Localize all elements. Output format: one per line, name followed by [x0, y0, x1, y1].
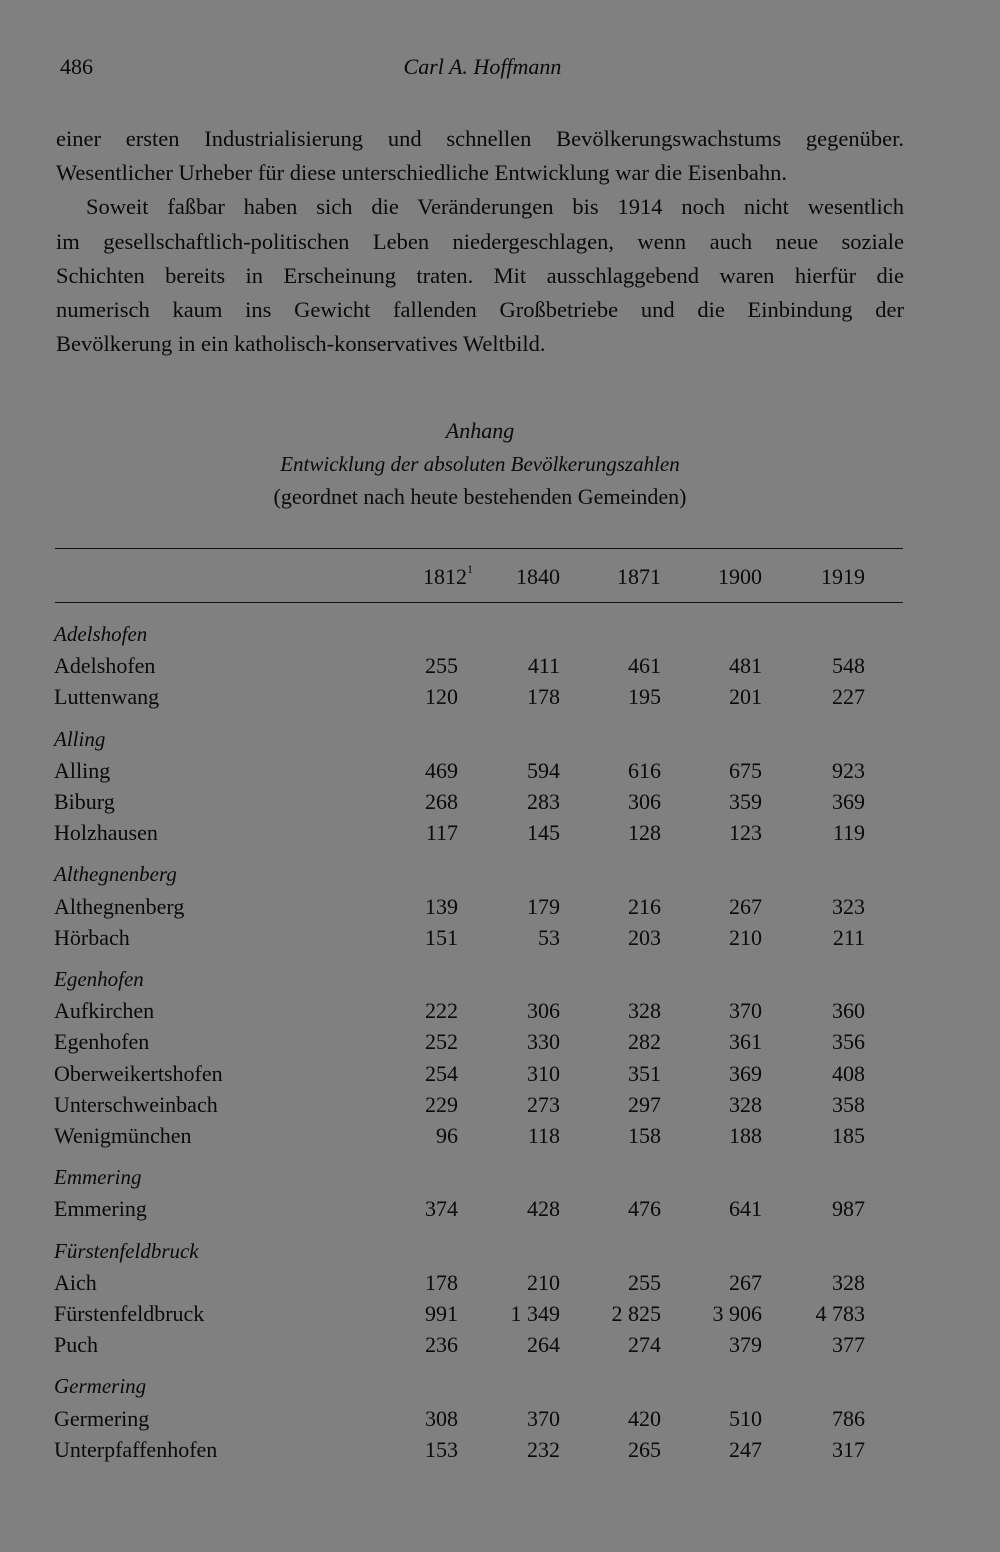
municipality-name: Germering	[54, 1405, 150, 1431]
population-value: 991	[425, 1301, 458, 1326]
population-value: 210	[729, 924, 762, 950]
population-value: 216	[628, 893, 661, 919]
population-value: 374	[425, 1196, 458, 1222]
appendix-note: (geordnet nach heute bestehenden Gemeinden)	[273, 484, 687, 509]
population-value: 356	[832, 1029, 865, 1055]
municipality-name: Althegnenberg	[54, 893, 185, 919]
appendix-title: Anhang	[445, 418, 515, 443]
population-value: 330	[527, 1029, 560, 1055]
population-value: 328	[729, 1091, 762, 1117]
municipality-name: Fürstenfeldbruck	[54, 1301, 205, 1326]
population-value: 548	[832, 653, 865, 679]
population-value: 3 906	[712, 1301, 762, 1326]
table-row	[0, 1301, 1000, 1331]
population-value: 510	[729, 1405, 762, 1431]
population-value: 310	[527, 1060, 560, 1086]
population-value: 153	[425, 1436, 458, 1462]
group-heading: Alling	[54, 726, 106, 751]
population-value: 2 825	[611, 1301, 661, 1326]
table-row	[0, 1332, 1000, 1362]
table-row	[0, 789, 1000, 819]
population-value: 188	[729, 1123, 762, 1148]
population-value: 247	[729, 1436, 762, 1462]
population-value: 195	[628, 684, 661, 710]
population-value: 264	[527, 1332, 560, 1358]
population-value: 469	[425, 757, 458, 783]
table-header-rule	[55, 602, 903, 603]
page-number: 486	[60, 54, 93, 79]
table-row	[0, 1029, 1000, 1059]
page-header	[60, 54, 905, 84]
group-heading: Fürstenfeldbruck	[54, 1238, 199, 1263]
appendix-subtitle: Entwicklung der absoluten Bevölkerungszahlen	[280, 452, 680, 476]
municipality-name: Egenhofen	[54, 1029, 150, 1055]
population-value: 476	[628, 1196, 661, 1222]
table-row	[0, 820, 1000, 850]
population-value: 268	[425, 789, 458, 814]
table-row	[0, 894, 1000, 924]
population-value: 428	[527, 1196, 560, 1222]
municipality-name: Adelshofen	[54, 653, 156, 679]
table-row	[0, 1437, 1000, 1467]
table-row	[0, 1270, 1000, 1300]
paragraph-line: numerisch kaum ins Gewicht fallenden Großbetriebe und die Einbindung der	[56, 297, 904, 323]
population-value: 297	[628, 1091, 661, 1117]
population-value: 119	[832, 820, 865, 846]
population-value: 377	[832, 1332, 865, 1358]
population-value: 4 783	[815, 1301, 865, 1326]
municipality-name: Emmering	[54, 1196, 147, 1222]
population-value: 328	[628, 998, 661, 1024]
population-value: 158	[628, 1123, 661, 1148]
population-value: 786	[832, 1405, 865, 1431]
population-value: 323	[832, 893, 865, 919]
population-value: 123	[729, 820, 762, 846]
population-value: 96	[436, 1123, 458, 1148]
population-value: 923	[832, 757, 865, 783]
group-heading: Egenhofen	[54, 967, 144, 991]
municipality-name: Biburg	[54, 789, 115, 814]
group-heading: Emmering	[54, 1165, 142, 1190]
population-value: 139	[425, 893, 458, 919]
population-value: 675	[729, 757, 762, 783]
column-header: 1840	[516, 564, 560, 589]
table-top-rule	[55, 548, 903, 549]
population-value: 273	[527, 1091, 560, 1117]
table-row	[0, 1123, 1000, 1153]
municipality-name: Aufkirchen	[54, 998, 155, 1024]
municipality-name: Unterschweinbach	[54, 1091, 218, 1117]
population-value: 306	[527, 998, 560, 1024]
population-value: 229	[425, 1091, 458, 1117]
paragraph-line: Bevölkerung in ein katholisch-konservatives Weltbild.	[56, 331, 546, 357]
population-value: 236	[425, 1332, 458, 1358]
population-value: 178	[425, 1269, 458, 1295]
population-value: 117	[425, 820, 458, 846]
population-value: 370	[729, 998, 762, 1024]
municipality-name: Hörbach	[54, 924, 130, 950]
population-value: 252	[425, 1029, 458, 1055]
paragraph-line: Soweit faßbar haben sich die Veränderungen bis 1914 noch nicht wesentlich	[86, 194, 904, 220]
population-value: 211	[832, 924, 865, 950]
population-value: 360	[832, 998, 865, 1024]
population-value: 120	[425, 684, 458, 710]
population-value: 358	[832, 1091, 865, 1117]
population-value: 351	[628, 1060, 661, 1086]
column-header: 1919	[821, 564, 865, 589]
population-value: 128	[628, 820, 661, 846]
group-heading: Germering	[54, 1374, 147, 1399]
population-value: 255	[628, 1269, 661, 1295]
population-value: 306	[628, 789, 661, 814]
population-value: 227	[832, 684, 865, 710]
table-row	[0, 1406, 1000, 1436]
population-value: 185	[832, 1123, 865, 1148]
table-row	[0, 653, 1000, 683]
table-row	[0, 684, 1000, 714]
population-value: 151	[425, 924, 458, 950]
running-head: Carl A. Hoffmann	[403, 54, 562, 79]
population-value: 370	[527, 1405, 560, 1431]
population-value: 265	[628, 1436, 661, 1462]
group-heading: Althegnenberg	[54, 862, 177, 887]
body-paragraph	[56, 122, 904, 361]
column-header: 1900	[718, 564, 762, 589]
population-value: 369	[729, 1060, 762, 1086]
population-value: 232	[527, 1436, 560, 1462]
population-value: 203	[628, 924, 661, 950]
population-value: 267	[729, 893, 762, 919]
population-value: 179	[527, 893, 560, 919]
population-value: 359	[729, 789, 762, 814]
population-value: 282	[628, 1029, 661, 1055]
municipality-name: Unterpfaffenhofen	[54, 1436, 218, 1462]
municipality-name: Alling	[54, 757, 111, 783]
population-value: 178	[527, 684, 560, 710]
group-heading: Adelshofen	[54, 622, 148, 646]
population-value: 308	[425, 1405, 458, 1431]
population-value: 274	[628, 1332, 661, 1358]
column-header: 1871	[617, 564, 661, 589]
municipality-name: Puch	[54, 1332, 98, 1358]
municipality-name: Luttenwang	[54, 684, 160, 710]
population-value: 1 349	[510, 1301, 560, 1326]
population-value: 283	[527, 789, 560, 814]
population-value: 361	[729, 1029, 762, 1055]
population-value: 145	[527, 820, 560, 846]
population-value: 379	[729, 1332, 762, 1358]
population-value: 255	[425, 653, 458, 679]
population-value: 481	[729, 653, 762, 679]
column-header: 1812$^1$	[423, 562, 473, 589]
paragraph-line: Wesentlicher Urheber für diese unterschiedliche Entwicklung war die Eisenbahn.	[56, 160, 788, 186]
population-value: 328	[832, 1269, 865, 1295]
population-value: 411	[527, 653, 560, 679]
population-value: 210	[527, 1269, 560, 1295]
population-value: 118	[527, 1123, 560, 1148]
population-value: 461	[628, 653, 661, 679]
municipality-name: Oberweikertshofen	[54, 1060, 223, 1086]
table-row	[0, 998, 1000, 1028]
municipality-name: Holzhausen	[54, 820, 158, 846]
population-value: 369	[832, 789, 865, 814]
paragraph-line: Schichten bereits in Erscheinung traten. Mit ausschlaggebend waren hierfür die	[56, 262, 904, 288]
population-value: 408	[832, 1060, 865, 1086]
population-value: 53	[538, 924, 560, 950]
paragraph-line: im gesellschaftlich-politischen Leben niedergeschlagen, wenn auch neue soziale	[56, 228, 904, 254]
population-value: 594	[527, 757, 560, 783]
paragraph-line: einer ersten Industrialisierung und schnellen Bevölkerungswachstums gegenüber.	[56, 126, 904, 151]
population-value: 222	[425, 998, 458, 1024]
population-value: 616	[628, 757, 661, 783]
population-value: 317	[832, 1436, 865, 1462]
population-value: 254	[425, 1060, 458, 1086]
municipality-name: Aich	[54, 1269, 97, 1295]
municipality-name: Wenigmünchen	[54, 1123, 192, 1148]
table-row	[0, 1092, 1000, 1122]
population-value: 987	[832, 1196, 865, 1222]
table-row	[0, 1196, 1000, 1226]
table-row	[0, 1061, 1000, 1091]
population-value: 201	[729, 684, 762, 710]
population-value: 267	[729, 1269, 762, 1295]
footnote-marker: 1	[467, 562, 473, 576]
population-value: 420	[628, 1405, 661, 1431]
population-value: 641	[729, 1196, 762, 1222]
table-row	[0, 758, 1000, 788]
table-row	[0, 925, 1000, 955]
